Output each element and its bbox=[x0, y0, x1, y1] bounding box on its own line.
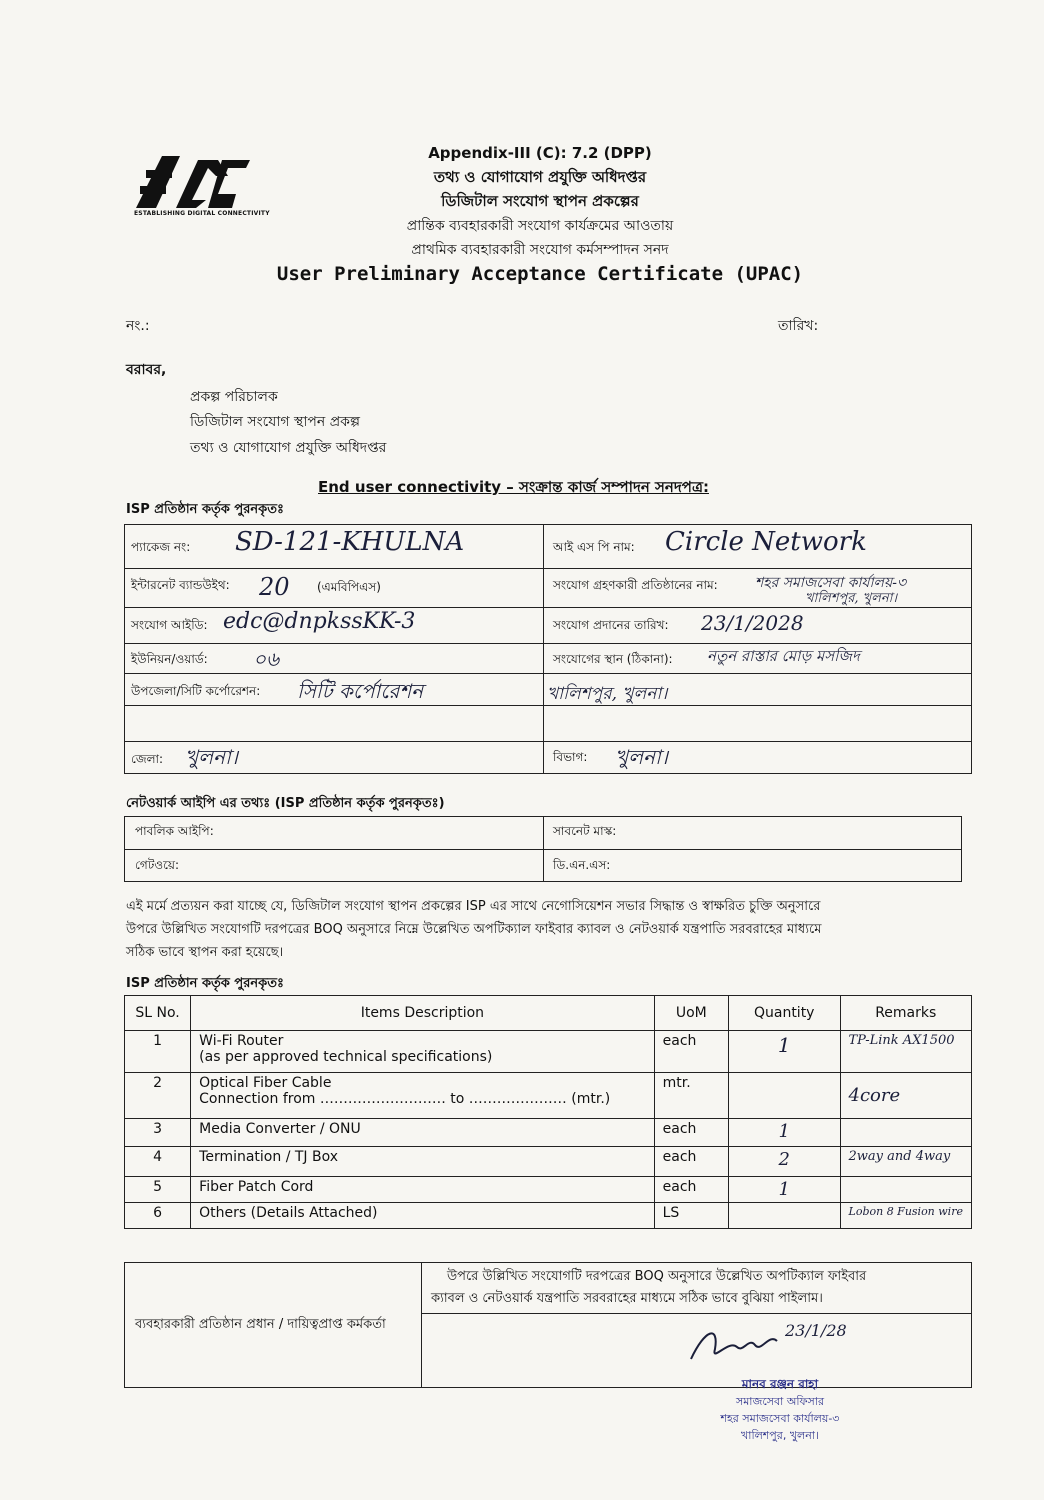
appendix-label: Appendix-III (C): 7.2 (DPP) bbox=[428, 144, 652, 162]
declaration-line-2: উপরে উল্লিখিত সংযোগটি দরপত্রের BOQ অনুসারে নিম্নে উল্লেখিত অপটিক্যাল ফাইবার ক্যাবল ও নেটওয়ার্ক যন্ত্রপাতি সরবরাহের মাধ্যমে bbox=[126, 922, 822, 937]
receiver-value-line2: খালিশপুর, খুলনা। bbox=[805, 591, 898, 606]
union-ward-label: ইউনিয়ন/ওয়ার্ড: bbox=[131, 652, 208, 666]
item-name: Fiber Patch Cord bbox=[199, 1179, 314, 1195]
row-remarks bbox=[840, 1177, 971, 1203]
address-line-1: প্রকল্প পরিচালক bbox=[190, 389, 278, 405]
table-row bbox=[125, 1073, 972, 1119]
receiver-label: সংযোগ গ্রহণকারী প্রতিষ্ঠানের নাম: bbox=[553, 578, 718, 592]
header-line-3: প্রান্তিক ব্যবহারকারী সংযোগ কার্যক্রমের আওতায় bbox=[406, 218, 674, 234]
stamp-name: মানব রঞ্জন রাহা bbox=[741, 1377, 819, 1391]
bandwidth-value: 20 bbox=[259, 573, 290, 601]
row-description bbox=[191, 1147, 654, 1177]
edc-logo-mark bbox=[132, 150, 254, 214]
acceptance-statement-1: উপরে উল্লিখিত সংযোগটি দরপত্রের BOQ অনুসারে উল্লেখিত অপটিক্যাল ফাইবার bbox=[447, 1269, 867, 1284]
isp-name-label: আই এস পি নাম: bbox=[553, 540, 635, 554]
row-description bbox=[191, 1177, 654, 1203]
stamp-designation: সমাজসেবা অফিসার bbox=[735, 1395, 825, 1408]
header-line-2: ডিজিটাল সংযোগ স্থাপন প্রকল্পের bbox=[441, 192, 639, 210]
division-label: বিভাগ: bbox=[553, 750, 588, 764]
upazila-label: উপজেলা/সিটি কর্পোরেশন: bbox=[131, 684, 261, 698]
bandwidth-label: ইন্টারনেট ব্যান্ডউইথ: bbox=[131, 578, 230, 592]
row-sl: 4 bbox=[125, 1147, 191, 1177]
bandwidth-unit: (এমবিপিএস) bbox=[317, 580, 381, 594]
declaration-line-1: এই মর্মে প্রত্যয়ন করা যাচ্ছে যে, ডিজিটাল সংযোগ স্থাপন প্রকল্পের ISP এর সাথে নেগোসিয়েশন সভার সিদ্ধান্ত ও স্বাক্ষরিত চুক্তি অনুসারে bbox=[126, 899, 821, 914]
item-name: Media Converter / ONU bbox=[199, 1121, 361, 1137]
signature-date: 23/1/28 bbox=[785, 1321, 847, 1340]
isp-name-value: Circle Network bbox=[665, 527, 867, 557]
row-sl: 6 bbox=[125, 1203, 191, 1229]
package-label: প্যাকেজ নং: bbox=[131, 540, 191, 554]
row-sl: 3 bbox=[125, 1119, 191, 1147]
header-uom: UoM bbox=[654, 996, 728, 1031]
acceptance-statement-2: ক্যাবল ও নেটওয়ার্ক যন্ত্রপাতি সরবরাহের মাধ্যমে সঠিক ভাবে বুঝিয়া পাইলাম। bbox=[431, 1291, 823, 1306]
row-remarks: 4core bbox=[840, 1073, 971, 1119]
dns-label: ডি.এন.এস: bbox=[553, 858, 611, 872]
district-value: খুলনা। bbox=[185, 745, 238, 769]
row-sl: 5 bbox=[125, 1177, 191, 1203]
connection-id-value: edc@dnpkssKK-3 bbox=[223, 609, 416, 634]
officer-designation-label: ব্যবহারকারী প্রতিষ্ঠান প্রধান / দায়িত্বপ্রাপ্ত কর্মকর্তা bbox=[135, 1317, 386, 1332]
row-description bbox=[191, 1073, 654, 1119]
network-info-title: নেটওয়ার্ক আইপি এর তথ্যঃ (ISP প্রতিষ্ঠান কর্তৃক পুরনকৃতঃ) bbox=[126, 796, 445, 811]
row-quantity bbox=[728, 1203, 840, 1229]
gateway-label: গেটওয়ে: bbox=[135, 858, 180, 872]
item-name: Others (Details Attached) bbox=[199, 1205, 378, 1221]
row-quantity: 1 bbox=[728, 1119, 840, 1147]
item-name: Termination / TJ Box bbox=[199, 1149, 339, 1165]
public-ip-label: পাবলিক আইপি: bbox=[135, 824, 214, 838]
location-label: সংযোগের স্থান (ঠিকানা): bbox=[553, 652, 673, 666]
item-detail: (as per approved technical specifications) bbox=[199, 1049, 493, 1065]
location-value-line2: খালিশপুর, খুলনা। bbox=[547, 684, 668, 704]
row-description bbox=[191, 1119, 654, 1147]
header-sl: SL No. bbox=[125, 996, 191, 1031]
row-description bbox=[191, 1031, 654, 1073]
header-description: Items Description bbox=[191, 996, 654, 1031]
row-uom: each bbox=[654, 1119, 728, 1147]
table-row bbox=[125, 1119, 972, 1147]
boq-table bbox=[124, 995, 972, 1229]
row-uom: mtr. bbox=[654, 1073, 728, 1119]
receiver-value: শহর সমাজসেবা কার্যালয়-৩ bbox=[755, 575, 907, 591]
header-line-4: প্রাথমিক ব্যবহারকারী সংযোগ কর্মসম্পাদন সনদ bbox=[411, 242, 669, 258]
table-row bbox=[125, 1147, 972, 1177]
item-name: Optical Fiber Cable bbox=[199, 1075, 332, 1091]
ref-no-label: নং.: bbox=[126, 318, 150, 334]
district-label: জেলা: bbox=[131, 752, 164, 766]
logo-tagline: ESTABLISHING DIGITAL CONNECTIVITY bbox=[134, 210, 270, 217]
row-remarks: TP-Link AX1500 bbox=[840, 1031, 971, 1073]
boq-header-row bbox=[125, 996, 972, 1031]
item-detail: Connection from ……………………… to ………………… (mtr.) bbox=[199, 1091, 611, 1107]
row-quantity: 2 bbox=[728, 1147, 840, 1177]
row-quantity: 1 bbox=[728, 1031, 840, 1073]
row-uom: each bbox=[654, 1031, 728, 1073]
table-row bbox=[125, 1031, 972, 1073]
address-line-3: তথ্য ও যোগাযোগ প্রযুক্তি অধিদপ্তর bbox=[190, 440, 387, 456]
item-name: Wi-Fi Router bbox=[199, 1033, 284, 1049]
address-line-2: ডিজিটাল সংযোগ স্থাপন প্রকল্প bbox=[190, 414, 360, 430]
row-remarks: 2way and 4way bbox=[840, 1147, 971, 1177]
stamp-office: শহর সমাজসেবা কার্যালয়-৩ bbox=[720, 1412, 840, 1425]
document-title: User Preliminary Acceptance Certificate (UPAC) bbox=[276, 263, 804, 285]
date-label: তারিখ: bbox=[778, 318, 819, 334]
row-sl: 1 bbox=[125, 1031, 191, 1073]
network-info-grid bbox=[124, 816, 962, 882]
isp-filled-label-2: ISP প্রতিষ্ঠান কর্তৃক পুরনকৃতঃ bbox=[126, 976, 284, 991]
header-line-1: তথ্য ও যোগাযোগ প্রযুক্তি অধিদপ্তর bbox=[433, 168, 647, 186]
section-title: End user connectivity – সংক্রান্ত কার্জ সম্পাদন সনদপত্র: bbox=[318, 478, 709, 496]
row-remarks: Lobon 8 Fusion wire bbox=[840, 1203, 971, 1229]
location-value: নতুন রাস্তার মোড় মসজিদ bbox=[707, 647, 860, 665]
edc-logo bbox=[132, 150, 254, 230]
table-row bbox=[125, 1177, 972, 1203]
row-quantity: 1 bbox=[728, 1177, 840, 1203]
division-value: খুলনা। bbox=[615, 745, 668, 769]
header-quantity: Quantity bbox=[728, 996, 840, 1031]
connection-details-grid bbox=[124, 524, 972, 774]
table-row bbox=[125, 1203, 972, 1229]
subnet-mask-label: সাবনেট মাস্ক: bbox=[553, 824, 617, 838]
connection-id-label: সংযোগ আইডি: bbox=[131, 618, 208, 632]
connection-date-value: 23/1/2028 bbox=[701, 611, 804, 635]
package-value: SD-121-KHULNA bbox=[235, 527, 465, 557]
row-remarks bbox=[840, 1119, 971, 1147]
header-remarks: Remarks bbox=[840, 996, 971, 1031]
row-description bbox=[191, 1203, 654, 1229]
row-uom: each bbox=[654, 1147, 728, 1177]
upazila-value: সিটি কর্পোরেশন bbox=[297, 679, 424, 703]
row-uom: each bbox=[654, 1177, 728, 1203]
address-to: বরাবর, bbox=[126, 362, 167, 378]
isp-filled-label-1: ISP প্রতিষ্ঠান কর্তৃক পুরনকৃতঃ bbox=[126, 502, 284, 517]
connection-date-label: সংযোগ প্রদানের তারিখ: bbox=[553, 618, 669, 632]
stamp-address: খালিশপুর, খুলনা। bbox=[741, 1429, 819, 1442]
row-uom: LS bbox=[654, 1203, 728, 1229]
union-ward-value: ০৬ bbox=[253, 647, 280, 671]
declaration-line-3: সঠিক ভাবে স্থাপন করা হয়েছে। bbox=[126, 945, 284, 960]
row-sl: 2 bbox=[125, 1073, 191, 1119]
signature-box bbox=[124, 1262, 972, 1388]
row-quantity bbox=[728, 1073, 840, 1119]
